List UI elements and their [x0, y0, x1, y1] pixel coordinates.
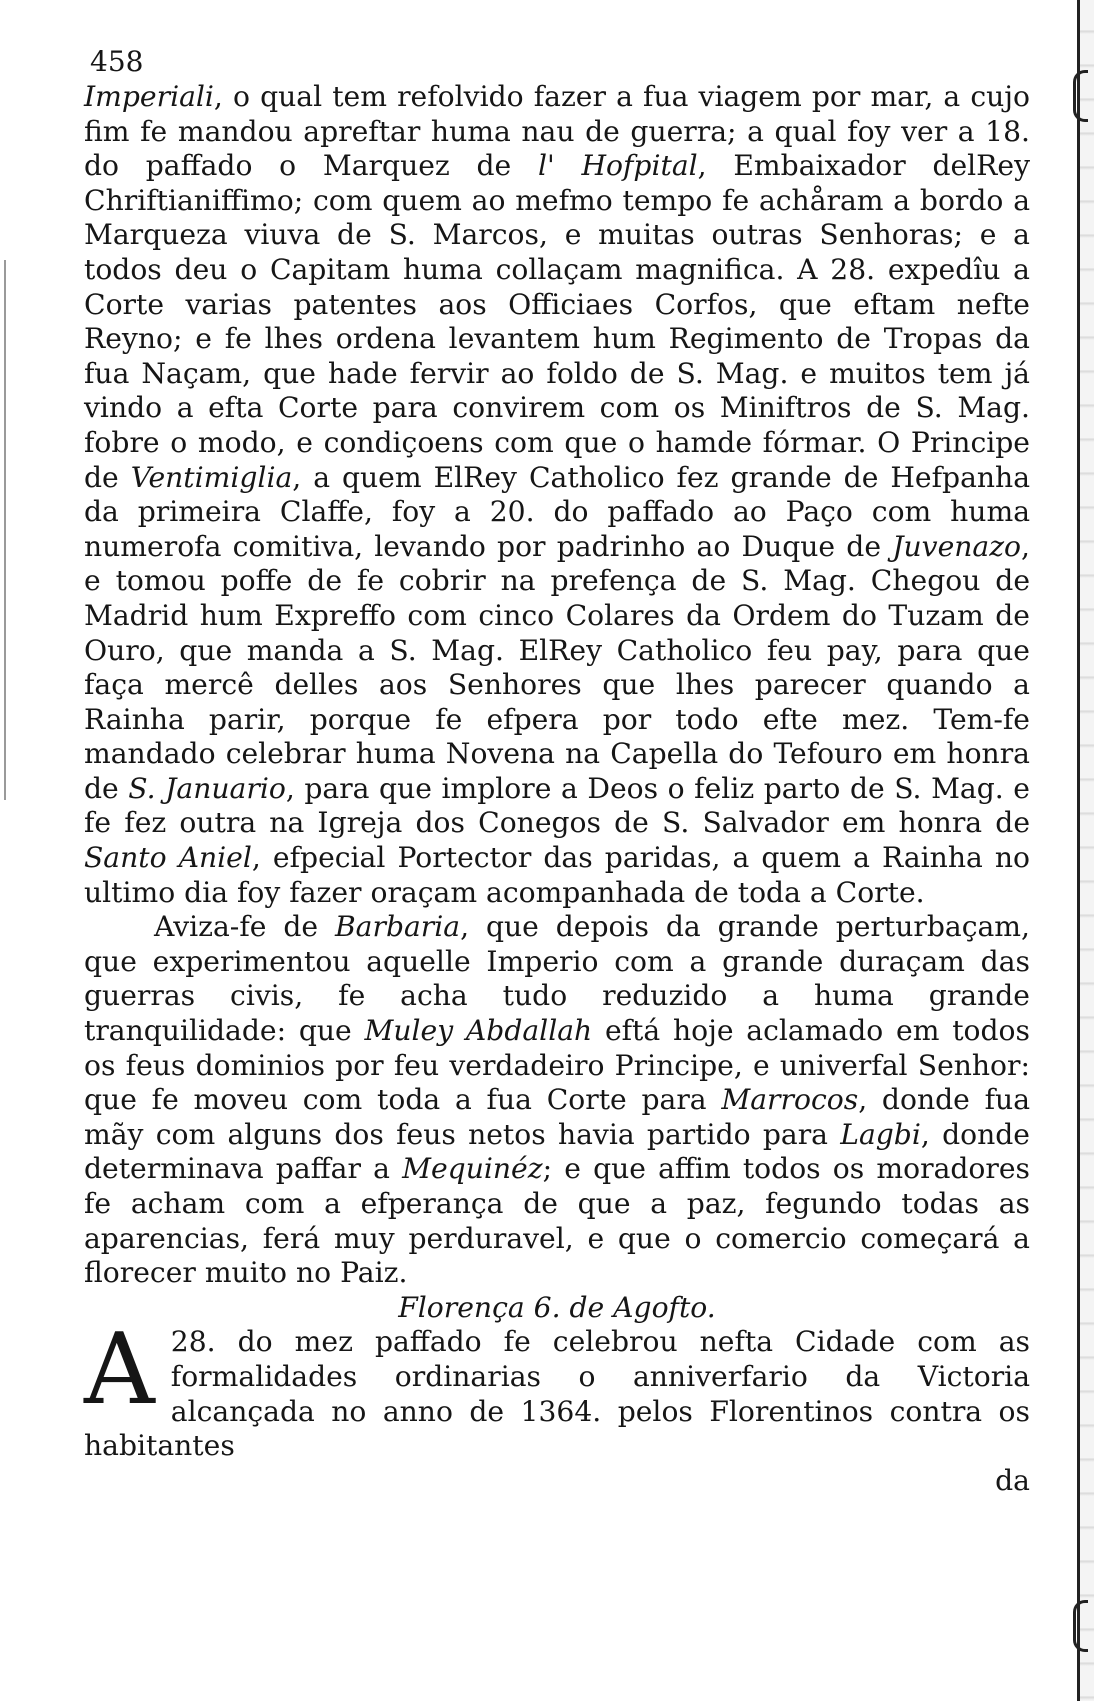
italic-proper-name: l' Hofpital [537, 149, 698, 183]
naples-paragraph [84, 80, 1030, 910]
text-run: , Embaixador delRey Chriftianiffimo; com quem ao mefmo tempo fe achåram a bordo a Marqueza viuva de S. Marcos, e muitas outras Senhoras; e a todos deu o Capitam huma collaçam magnifica. A 28. expedîu a Corte varias patentes aos Officiaes Corfos, que eftam nefte Reyno; e fe lhes ordena levantem hum Regimento de Tropas da fua Naçam, que hade fervir ao foldo de S. Mag. e muitos tem já vindo a efta Corte para convirem com os Miniftros de S. Mag. fobre o modo, e condiçoens com que o hamde fórmar. O Principe de [84, 149, 1031, 494]
italic-proper-name: Marrocos [721, 1083, 859, 1117]
italic-proper-name: Juvenazo [892, 529, 1022, 563]
text-run: , que depois da grande perturbaçam, que experimentou aquelle Imperio com a grande duraçam das guerras civis, fe acha tudo reduzido a huma grande tranquilidade: que [84, 910, 1030, 1048]
page-number: 458 [90, 45, 144, 78]
text-run: , donde determinava paffar a [84, 1117, 1030, 1186]
italic-proper-name: Barbaria [334, 910, 461, 944]
text-run: , o qual tem refolvido fazer a fua viagem por mar, a cujo fim fe mandou apreftar huma nau de guerra; a qual foy ver a 18. do paffado o Marquez de [84, 80, 1030, 183]
italic-proper-name: Muley Abdallah [364, 1014, 593, 1048]
italic-proper-name: Lagbi [840, 1117, 921, 1151]
binding-clip-bottom [1073, 1600, 1088, 1652]
florence-paragraph-text: 28. do mez paffado fe celebrou nefta Cidade com as formalidades ordinarias o anniverfario da Victoria alcançada no anno de 1364. pelos Florentinos contra os habitantes [84, 1325, 1030, 1463]
florence-paragraph [84, 1313, 1030, 1463]
text-run: , efpecial Portector das paridas, a quem a Rainha no ultimo dia foy fazer oraçam acompanhada de toda a Corte. [84, 841, 1030, 909]
florence-dateline: Florença 6. de Agofto. [398, 1290, 716, 1324]
italic-proper-name: Mequinéz [402, 1152, 543, 1186]
drop-cap: A [84, 1313, 155, 1428]
text-run: , e tomou poffe de fe cobrir na prefença de S. Mag. Chegou de Madrid hum Expreffo com cinco Colares da Ordem do Tuzam de Ouro, que manda a S. Mag. ElRey Catholico feu pay, para que faça mercê delles aos Senhores que lhes parecer quando a Rainha parir, porque fe efpera por todo efte mez. Tem-fe mandado celebrar huma Novena na Capella do Tefouro em honra de [84, 529, 1030, 805]
binding-edge [1077, 0, 1094, 1701]
italic-proper-name: Ventimiglia [130, 460, 293, 494]
text-run: , donde fua mãy com alguns dos feus netos havia partido para [84, 1083, 1030, 1151]
italic-proper-name: Imperiali [84, 80, 214, 113]
catchword: da [995, 1463, 1030, 1497]
text-run: , para que implore a Deos o feliz parto de S. Mag. e fe fez outra na Igreja dos Conegos de S. Salvador em honra de [84, 771, 1030, 840]
text-run: eftá hoje aclamado em todos os feus dominios por feu verdadeiro Principe, e univerfal Senhor: que fe moveu com toda a fua Corte para [84, 1014, 1030, 1117]
barbary-paragraph [84, 910, 1030, 1291]
article-body [84, 80, 1030, 1498]
binding-clip-top [1073, 70, 1088, 122]
text-run: Aviza-fe de [154, 910, 335, 944]
page-gutter-shadow [4, 260, 6, 800]
text-run: ; e que affim todos os moradores fe acham com a efperança de que a paz, fegundo todas as aparencias, ferá muy perduravel, e que o comercio começará a florecer muito no Paiz. [84, 1152, 1031, 1290]
text-run: , a quem ElRey Catholico fez grande de Hefpanha da primeira Claffe, foy a 20. do paffado ao Paço com huma numerofa comitiva, levando por padrinho ao Duque de [84, 460, 1030, 563]
italic-proper-name: Santo Aniel [84, 841, 252, 875]
italic-proper-name: S. Januario [128, 771, 286, 805]
